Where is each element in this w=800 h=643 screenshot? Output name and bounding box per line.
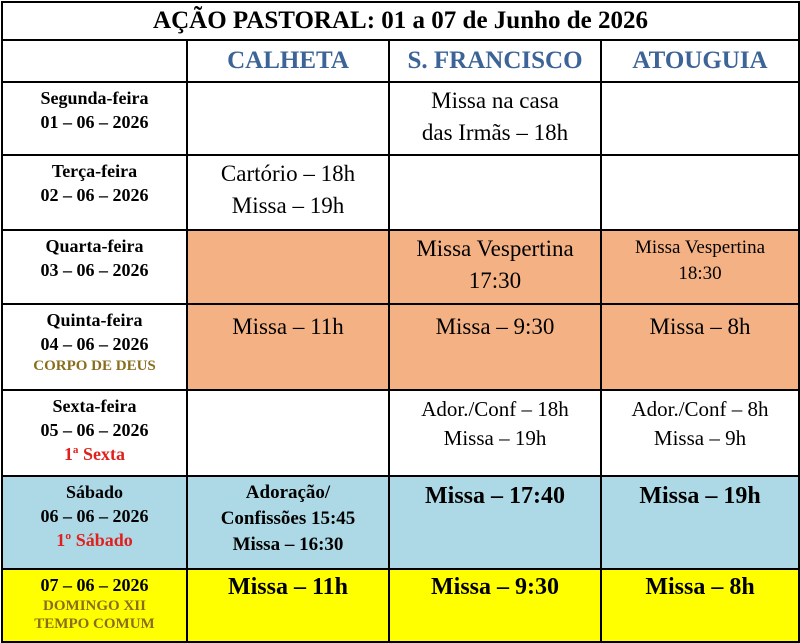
event-line: Missa – 9:30 bbox=[431, 574, 559, 600]
event-line: Missa – 9h bbox=[653, 426, 747, 450]
column-header-sfrancisco: S. FRANCISCO bbox=[389, 40, 601, 82]
event-line: 18:30 bbox=[678, 263, 722, 284]
day-cell bbox=[2, 569, 187, 642]
event-line: Ador./Conf – 18h bbox=[421, 397, 569, 421]
sfrancisco-cell bbox=[389, 390, 601, 476]
schedule-table bbox=[1, 1, 800, 643]
sfrancisco-cell bbox=[389, 476, 601, 569]
calheta-cell bbox=[187, 230, 389, 304]
atouguia-cell bbox=[601, 569, 799, 642]
calheta-cell bbox=[187, 390, 389, 476]
event-line: Missa Vespertina bbox=[416, 236, 574, 261]
event-line: Confissões 15:45 bbox=[220, 508, 356, 529]
day-name: Quinta-feira bbox=[46, 310, 143, 330]
event-line: Missa – 11h bbox=[232, 314, 344, 339]
table-row bbox=[2, 304, 799, 390]
event-line: Missa – 11h bbox=[227, 574, 349, 600]
day-note: DOMINGO XII bbox=[43, 598, 146, 614]
day-note: 1ª Sexta bbox=[64, 444, 125, 464]
day-date: 01 – 06 – 2026 bbox=[40, 112, 149, 132]
day-date: 02 – 06 – 2026 bbox=[40, 185, 149, 205]
event-line: Missa – 8h bbox=[649, 314, 751, 339]
event-line: Missa – 17:40 bbox=[425, 483, 565, 509]
event-line: das Irmãs – 18h bbox=[421, 120, 569, 145]
table-row bbox=[2, 82, 799, 155]
table-row bbox=[2, 569, 799, 642]
day-name: Terça-feira bbox=[51, 161, 138, 181]
calheta-cell bbox=[187, 155, 389, 230]
table-row bbox=[2, 476, 799, 569]
day-cell bbox=[2, 155, 187, 230]
page-title: AÇÃO PASTORAL: 01 a 07 de Junho de 2026 bbox=[2, 2, 799, 40]
day-date: 03 – 06 – 2026 bbox=[40, 260, 149, 280]
sfrancisco-cell bbox=[389, 569, 601, 642]
atouguia-cell bbox=[601, 82, 799, 155]
day-date: 07 – 06 – 2026 bbox=[40, 575, 149, 595]
event-line: Missa – 8h bbox=[645, 574, 755, 600]
day-cell bbox=[2, 82, 187, 155]
sfrancisco-cell bbox=[389, 230, 601, 304]
event-line: Cartório – 18h bbox=[220, 161, 356, 186]
day-date: 04 – 06 – 2026 bbox=[40, 334, 149, 354]
day-cell bbox=[2, 230, 187, 304]
table-row bbox=[2, 155, 799, 230]
day-note: CORPO DE DEUS bbox=[33, 358, 156, 374]
event-line: Ador./Conf – 8h bbox=[631, 397, 769, 421]
event-line: Missa – 9:30 bbox=[435, 314, 555, 339]
day-date: 06 – 06 – 2026 bbox=[40, 506, 149, 526]
event-line: Missa Vespertina bbox=[635, 237, 766, 258]
day-date: 05 – 06 – 2026 bbox=[40, 420, 149, 440]
day-cell bbox=[2, 304, 187, 390]
calheta-cell bbox=[187, 569, 389, 642]
day-cell bbox=[2, 476, 187, 569]
atouguia-cell bbox=[601, 155, 799, 230]
column-header-atouguia: ATOUGUIA bbox=[601, 40, 799, 82]
event-line: Missa – 16:30 bbox=[232, 534, 344, 555]
sfrancisco-cell bbox=[389, 304, 601, 390]
day-name: Sábado bbox=[65, 482, 124, 502]
calheta-cell bbox=[187, 304, 389, 390]
atouguia-cell bbox=[601, 230, 799, 304]
atouguia-cell bbox=[601, 476, 799, 569]
day-name: Quarta-feira bbox=[45, 236, 144, 256]
day-cell bbox=[2, 390, 187, 476]
header-empty-cell bbox=[2, 40, 187, 82]
day-name: Segunda-feira bbox=[40, 88, 149, 108]
sfrancisco-cell bbox=[389, 82, 601, 155]
day-note: 1º Sábado bbox=[56, 530, 133, 550]
sfrancisco-cell bbox=[389, 155, 601, 230]
event-line: Missa – 19h bbox=[639, 483, 761, 509]
table-row bbox=[2, 230, 799, 304]
event-line: Missa – 19h bbox=[231, 193, 345, 218]
calheta-cell bbox=[187, 476, 389, 569]
day-note-2: TEMPO COMUM bbox=[34, 616, 155, 632]
event-line: 17:30 bbox=[468, 268, 522, 293]
column-header-calheta: CALHETA bbox=[187, 40, 389, 82]
atouguia-cell bbox=[601, 390, 799, 476]
calheta-cell bbox=[187, 82, 389, 155]
event-line: Adoração/ bbox=[245, 482, 331, 503]
event-line: Missa na casa bbox=[431, 88, 559, 113]
table-row bbox=[2, 390, 799, 476]
atouguia-cell bbox=[601, 304, 799, 390]
day-name: Sexta-feira bbox=[52, 396, 137, 416]
event-line: Missa – 19h bbox=[443, 426, 547, 450]
